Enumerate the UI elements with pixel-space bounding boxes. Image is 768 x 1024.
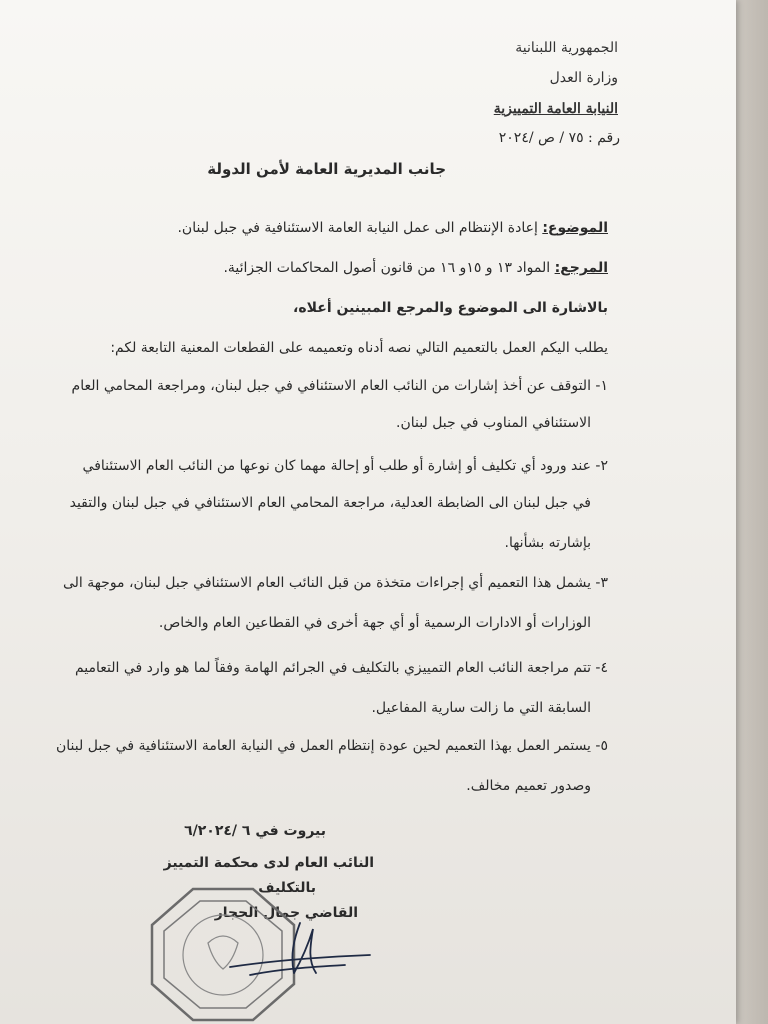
addressee: جانب المديرية العامة لأمن الدولة: [207, 160, 446, 178]
item-5-line-2: وصدور تعميم مخالف.: [466, 778, 591, 794]
salutation: بالاشارة الى الموضوع والمرجع المبينين أعلاه،: [293, 300, 608, 316]
item-3-line-2: الوزارات أو الادارات الرسمية أو أي جهة أخرى في القطاعين العام والخاص.: [158, 615, 591, 631]
reference-line: [223, 260, 608, 276]
subject-text: إعادة الإنتظام الى عمل النيابة العامة الاستئنافية في جبل لبنان.: [177, 220, 543, 236]
signature-place-date: بيروت في ٦ /٦/٢٠٢٤: [184, 823, 326, 839]
intro-paragraph: يطلب اليكم العمل بالتعميم التالي نصه أدناه وتعميمه على القطعات المعنية التابعة لكم:: [110, 340, 608, 356]
header-office: النيابة العامة التمييزية: [493, 101, 618, 117]
item-2-line-3: بإشارته بشأنها.: [504, 535, 591, 551]
header-ministry: وزارة العدل: [549, 70, 618, 86]
item-2-line-1: ٢- عند ورود أي تكليف أو إشارة أو طلب أو إحالة مهما كان نوعها من النائب العام الاستئنافي: [82, 458, 608, 474]
reference-number: رقم : ٧٥ / ص /٢٠٢٤: [498, 130, 620, 146]
signature-mandate: بالتكليف: [258, 880, 316, 896]
header-country: الجمهورية اللبنانية: [515, 40, 618, 56]
handwritten-signature-icon: [210, 915, 380, 985]
subject-line: [177, 220, 608, 236]
item-2-line-2: في جبل لبنان الى الضابطة العدلية، مراجعة المحامي العام الاستئنافي في جبل لبنان والتقيد: [69, 495, 591, 511]
item-1-line-1: ١- التوقف عن أخذ إشارات من النائب العام الاستئنافي في جبل لبنان، ومراجعة المحامي العام: [71, 378, 608, 394]
item-3-line-1: ٣- يشمل هذا التعميم أي إجراءات متخذة من قبل النائب العام الاستئنافي جبل لبنان، موجهة الى: [62, 575, 608, 591]
item-1-line-2: الاستئنافي المناوب في جبل لبنان.: [396, 415, 591, 431]
item-5-line-1: ٥- يستمر العمل بهذا التعميم لحين عودة إنتظام العمل في النيابة العامة الاستئنافية في جبل لبنان: [56, 738, 608, 754]
signature-title: النائب العام لدى محكمة التمييز: [163, 855, 374, 871]
reference-text: المواد ١٣ و ١٥و ١٦ من قانون أصول المحاكمات الجزائية.: [223, 260, 555, 276]
signature-name: القاضي جمال الحجار: [214, 905, 358, 921]
item-4-line-2: السابقة التي ما زالت سارية المفاعيل.: [371, 700, 591, 716]
item-4-line-1: ٤- تتم مراجعة النائب العام التمييزي بالتكليف في الجرائم الهامة وفقاً لما هو وارد في التعاميم: [74, 660, 608, 676]
subject-label: الموضوع:: [542, 220, 608, 236]
reference-label: المرجع:: [554, 260, 608, 276]
